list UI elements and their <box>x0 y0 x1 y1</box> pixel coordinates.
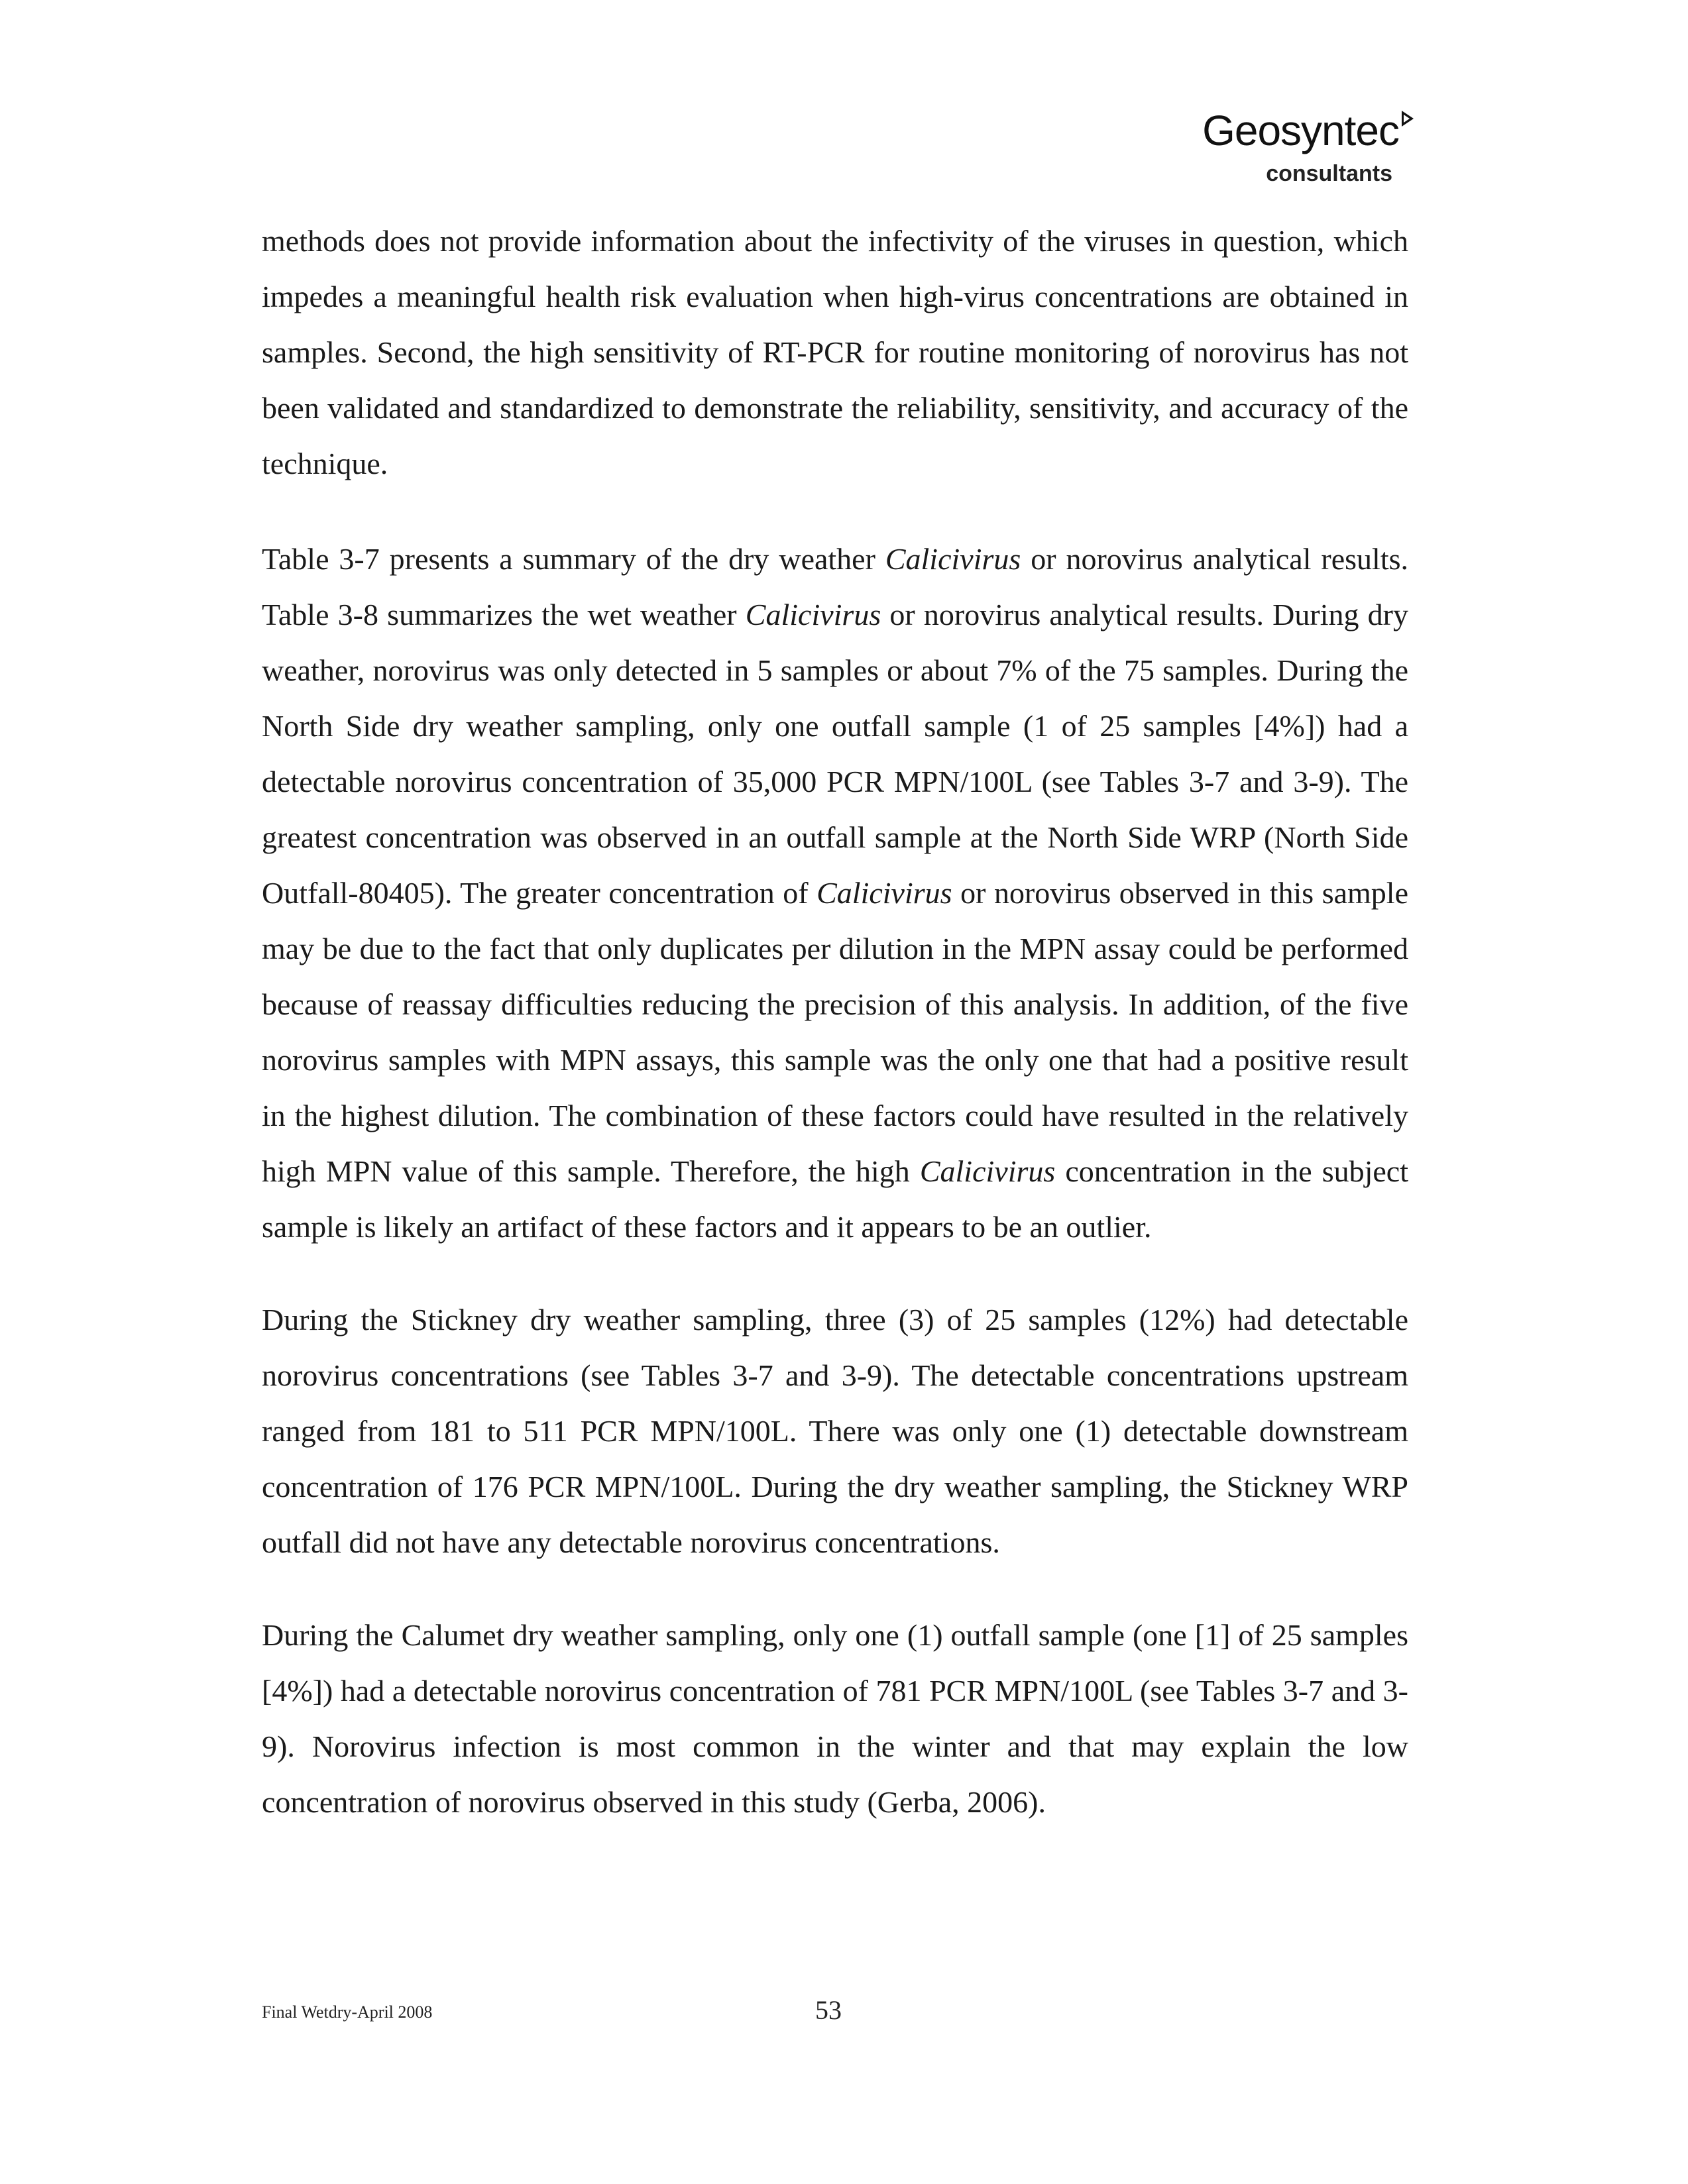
paragraph-2 <box>262 531 1408 1255</box>
logo-subtitle: consultants <box>1266 161 1392 186</box>
paragraph-1-segment-1: methods does not provide information about the infectivity of the viruses in question, which impedes a meaningful health risk evaluation when high-virus concentrations are obtained in samples. Second, the high sensitivity of RT-PCR for routine monitoring of norovirus has not been validated and standardized to demonstrate the reliability, sensitivity, and accuracy of the technique. <box>262 224 1408 480</box>
paragraph-2-segment-1: Table 3-7 presents a summary of the dry weather <box>262 542 885 576</box>
paragraph-2-segment-5: or norovirus analytical results. During dry weather, norovirus was only detected in 5 samples or about 7% of the 75 samples. During the North Side dry weather sampling, only one outfall sample (1 of 25 samples [4%]) had a detectable norovirus concentration of 35,000 PCR MPN/100L (see Tables 3-7 and 3-9). The greatest concentration was observed in an outfall sample at the North Side WRP (North Side Outfall-80405). The greater concentration of <box>262 598 1408 910</box>
body-text <box>262 213 1408 1867</box>
paragraph-4 <box>262 1608 1408 1830</box>
paragraph-2-segment-3: or norovirus analytical results. Table 3-8 summarizes the wet weather <box>262 542 1408 631</box>
footer-page-number: 53 <box>815 1995 842 2025</box>
footer-document-label: Final Wetdry-April 2008 <box>262 2002 433 2022</box>
paragraph-3 <box>262 1292 1408 1570</box>
paragraph-2-segment-6-italic: Calicivirus <box>816 876 952 910</box>
paragraph-1 <box>262 213 1408 492</box>
paragraph-2-segment-2-italic: Calicivirus <box>885 542 1021 576</box>
logo-name: Geosyntec <box>1202 107 1399 154</box>
logo-triangle-icon <box>1402 111 1414 127</box>
paragraph-2-segment-8-italic: Calicivirus <box>919 1154 1056 1188</box>
paragraph-2-segment-9: concentration in the subject sample is likely an artifact of these factors and it appears to be an outlier. <box>262 1154 1408 1244</box>
company-logo <box>1202 109 1411 187</box>
paragraph-2-segment-4-italic: Calicivirus <box>745 598 881 631</box>
paragraph-2-segment-7: or norovirus observed in this sample may be due to the fact that only duplicates per dilution in the MPN assay could be performed because of reassay difficulties reducing the precision of this analysis. In addition, of the five norovirus samples with MPN assays, this sample was the only one that had a positive result in the highest dilution. The combination of these factors could have resulted in the relatively high MPN value of this sample. Therefore, the high <box>262 876 1408 1188</box>
paragraph-4-segment-1: During the Calumet dry weather sampling, only one (1) outfall sample (one [1] of 25 samples [4%]) had a detectable norovirus concentration of 781 PCR MPN/100L (see Tables 3-7 and 3-9). Norovirus infection is most common in the winter and that may explain the low concentration of norovirus observed in this study (Gerba, 2006). <box>262 1618 1408 1819</box>
paragraph-3-segment-1: During the Stickney dry weather sampling, three (3) of 25 samples (12%) had detectable norovirus concentrations (see Tables 3-7 and 3-9). The detectable concentrations upstream ranged from 181 to 511 PCR MPN/100L. There was only one (1) detectable downstream concentration of 176 PCR MPN/100L. During the dry weather sampling, the Stickney WRP outfall did not have any detectable norovirus concentrations. <box>262 1303 1408 1559</box>
